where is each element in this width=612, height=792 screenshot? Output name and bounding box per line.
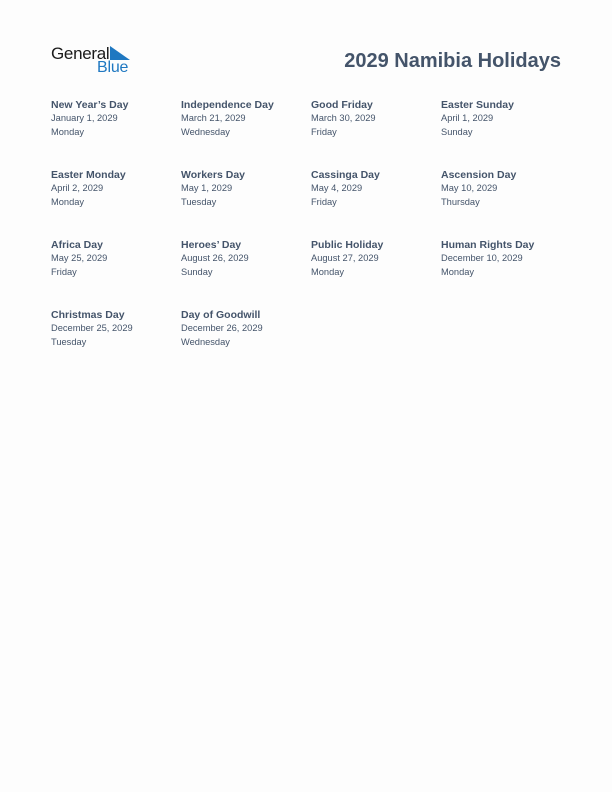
holiday-weekday: Tuesday [181,196,217,207]
holiday-name: New Year’s Day [51,99,129,111]
holiday-item [181,308,309,349]
holiday-name: Ascension Day [441,169,517,181]
logo-text-blue: Blue [97,59,129,76]
holiday-name: Independence Day [181,99,274,111]
holiday-item [181,98,309,139]
holiday-weekday: Friday [311,126,337,137]
holiday-weekday: Tuesday [51,336,87,347]
holiday-date: August 26, 2029 [181,253,249,263]
logo-flag-icon [110,46,130,60]
holiday-date: May 10, 2029 [441,183,498,193]
holiday-date: April 1, 2029 [441,113,494,123]
holiday-date: December 26, 2029 [181,323,263,333]
holiday-date: May 4, 2029 [311,183,363,193]
holiday-item [51,98,179,139]
holiday-weekday: Monday [311,266,345,277]
generalblue-logo [51,44,141,78]
holiday-weekday: Wednesday [181,126,230,137]
holiday-name: Public Holiday [311,239,384,251]
holiday-weekday: Friday [311,196,337,207]
holiday-name: Heroes’ Day [181,239,242,251]
logo-text-general: General [51,44,110,63]
holiday-item [441,168,569,209]
holiday-date: April 2, 2029 [51,183,104,193]
holiday-date: May 25, 2029 [51,253,108,263]
page-title: 2029 Namibia Holidays [344,50,561,72]
holiday-name: Good Friday [311,99,373,111]
holiday-date: May 1, 2029 [181,183,233,193]
holiday-weekday: Monday [441,266,475,277]
holiday-name: Day of Goodwill [181,309,261,321]
holiday-item [311,98,439,139]
holiday-name: Easter Sunday [441,99,514,111]
holiday-item [51,308,179,349]
holiday-weekday: Monday [51,126,85,137]
holiday-date: December 10, 2029 [441,253,523,263]
holiday-weekday: Thursday [441,196,480,207]
holiday-name: Christmas Day [51,309,125,321]
holiday-item [441,98,569,139]
holiday-weekday: Sunday [181,266,213,277]
holiday-name: Workers Day [181,169,246,181]
holiday-item [181,168,309,209]
holiday-name: Cassinga Day [311,169,380,181]
holiday-date: March 30, 2029 [311,113,376,123]
holiday-name: Easter Monday [51,169,126,181]
holiday-date: January 1, 2029 [51,113,118,123]
holiday-date: December 25, 2029 [51,323,133,333]
holiday-name: Africa Day [51,239,103,251]
holiday-weekday: Wednesday [181,336,230,347]
holiday-item [441,238,569,279]
holiday-name: Human Rights Day [441,239,535,251]
holiday-weekday: Sunday [441,126,473,137]
holiday-item [311,168,439,209]
holiday-weekday: Monday [51,196,85,207]
holiday-date: August 27, 2029 [311,253,379,263]
holiday-date: March 21, 2029 [181,113,246,123]
holiday-item [181,238,309,279]
holiday-item [51,168,179,209]
holiday-weekday: Friday [51,266,77,277]
holiday-item [51,238,179,279]
holiday-item [311,238,439,279]
